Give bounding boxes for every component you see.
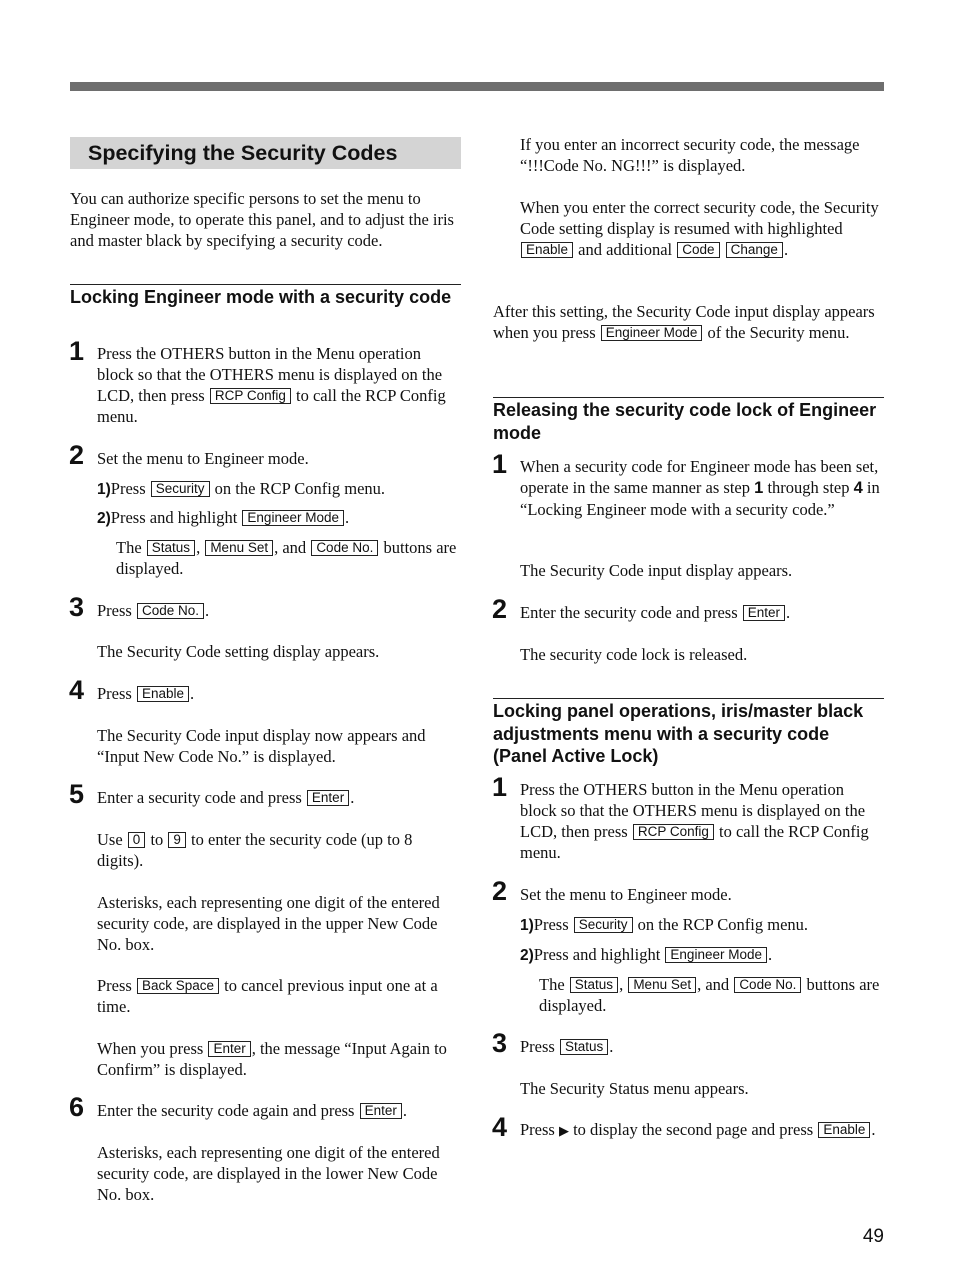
status-key: Status <box>560 1039 608 1055</box>
step-text: . <box>344 508 350 527</box>
step-text: Enter the security code again and press <box>97 1101 355 1120</box>
step-text: in “Locking Engineer mode with a security code.” <box>520 478 880 519</box>
step-number: 2 <box>492 594 508 624</box>
step-text: . <box>402 1101 408 1120</box>
step-text: , and <box>697 975 730 994</box>
step-2-text: Set the menu to Engineer mode. <box>97 449 309 468</box>
menu-set-key: Menu Set <box>205 540 273 556</box>
engineer-mode-key: Engineer Mode <box>665 947 767 963</box>
substep-number: 2) <box>97 510 111 527</box>
substep-number: 2) <box>520 947 534 964</box>
step-number: 1 <box>492 772 508 802</box>
substep-number: 1) <box>97 481 111 498</box>
step-text: to call the RCP Config menu. <box>520 822 869 862</box>
step-text: buttons are displayed. <box>539 975 880 1015</box>
heading-rule-3 <box>493 698 884 699</box>
step-text: to display the second page and press <box>573 1120 814 1139</box>
enter-key: Enter <box>307 790 349 806</box>
step-text: When you enter the correct security code, the Security Code setting display is resumed with highlighted <box>520 198 879 238</box>
step-ref: 4 <box>853 479 863 497</box>
step-text: to <box>150 830 164 849</box>
step-text: Enter a security code and press <box>97 788 302 807</box>
after-setting-note <box>493 301 884 343</box>
step-text: The <box>116 538 142 557</box>
step-text: After this setting, the Security Code input display appears when you press <box>493 302 875 342</box>
step-text: The <box>539 975 565 994</box>
step-text: Press and highlight <box>110 508 238 527</box>
step-text: . <box>190 684 195 703</box>
enable-key: Enable <box>137 686 189 702</box>
step-text: . <box>767 945 773 964</box>
step-6-asterisks: Asterisks, each representing one digit of the entered security code, are displayed in the lower New Code No. box. <box>97 1143 440 1204</box>
engineer-mode-key: Engineer Mode <box>242 510 344 526</box>
panel-step-3-result: The Security Status menu appears. <box>520 1079 749 1098</box>
release-step-2-result: The security code lock is released. <box>520 645 748 664</box>
step-5-text <box>97 787 461 808</box>
enter-key: Enter <box>360 1103 402 1119</box>
heading-panel-active-lock: Locking panel operations, iris/master black adjustments menu with a security code (Panel Active Lock) <box>493 701 864 766</box>
step-number: 1 <box>492 449 508 479</box>
step-text: . <box>783 240 789 259</box>
step-text: Press <box>97 684 132 703</box>
step-text: Use <box>97 830 123 849</box>
step-number: 2 <box>69 440 85 470</box>
zero-key: 0 <box>128 832 146 848</box>
nine-key: 9 <box>168 832 186 848</box>
step-text: , and <box>274 538 307 557</box>
substep-1 <box>97 478 461 500</box>
step-text: When a security code for Engineer mode has been set, operate in the same manner as step <box>520 457 879 497</box>
code-no-key: Code No. <box>734 977 801 993</box>
substep-2 <box>520 944 884 966</box>
release-step-1-text <box>520 456 884 520</box>
step-text: Press <box>520 1037 555 1056</box>
substep-1 <box>520 914 884 936</box>
step-number: 5 <box>69 779 85 809</box>
comma: , <box>619 975 624 994</box>
top-rule-bar <box>70 82 884 91</box>
incorrect-code-note: If you enter an incorrect security code, the message “!!!Code No. NG!!!” is displayed. <box>520 135 860 175</box>
security-key: Security <box>151 481 210 497</box>
step-5-backspace <box>97 975 461 1017</box>
substep-note <box>116 537 461 579</box>
step-text: . <box>786 603 791 622</box>
step-text: to enter the security code (up to 8 digits). <box>97 830 413 870</box>
step-number: 3 <box>492 1028 508 1058</box>
step-text: through step <box>767 478 850 497</box>
substep-note <box>539 974 884 1016</box>
step-number: 6 <box>69 1092 85 1122</box>
release-step-1-result: The Security Code input display appears. <box>520 561 793 580</box>
step-5-asterisks: Asterisks, each representing one digit of the entered security code, are displayed in the upper New Code No. box. <box>97 893 440 954</box>
step-text: and additional <box>578 240 673 259</box>
step-text: . <box>871 1120 876 1139</box>
panel-step-1-text <box>520 779 884 863</box>
step-text: on the RCP Config menu. <box>637 915 809 934</box>
status-key: Status <box>570 977 618 993</box>
panel-step-3-text <box>520 1036 884 1057</box>
code-no-key: Code No. <box>311 540 378 556</box>
step-text: Press <box>97 976 132 995</box>
enable-key: Enable <box>818 1122 870 1138</box>
step-text: buttons are displayed. <box>116 538 457 578</box>
panel-step-4-text <box>520 1119 884 1142</box>
step-text: . <box>609 1037 614 1056</box>
step-text: . <box>350 788 355 807</box>
step-text: Press <box>97 601 132 620</box>
enter-key: Enter <box>208 1041 250 1057</box>
step-text: Press <box>110 479 146 498</box>
step-text: Enter the security code and press <box>520 603 738 622</box>
correct-code-note <box>520 197 884 260</box>
release-step-2-text <box>520 602 884 623</box>
step-5-confirm <box>97 1038 461 1080</box>
intro-paragraph: You can authorize specific persons to set the menu to Engineer mode, to operate this panel, and to adjust the iris and master black by specifying a security code. <box>70 189 454 250</box>
right-arrow-icon: ▶ <box>558 1124 569 1139</box>
step-text: Press <box>520 1120 555 1139</box>
panel-step-2-text: Set the menu to Engineer mode. <box>520 885 732 904</box>
step-text: , the message “Input Again to Confirm” is displayed. <box>97 1039 447 1079</box>
section-title: Specifying the Security Codes <box>88 141 398 165</box>
back-space-key: Back Space <box>137 978 219 994</box>
step-text: Press the OTHERS button in the Menu operation block so that the OTHERS menu is displayed on the LCD, then press <box>520 780 866 841</box>
step-text: Press and highlight <box>533 945 661 964</box>
step-1-text <box>97 343 461 427</box>
step-text: . <box>205 601 210 620</box>
change-key: Change <box>726 242 783 258</box>
step-text: to cancel previous input one at a time. <box>97 976 438 1016</box>
step-text: of the Security menu. <box>707 323 850 342</box>
page-number: 49 <box>862 1226 884 1247</box>
code-no-key: Code No. <box>137 603 204 619</box>
step-text: to call the RCP Config menu. <box>97 386 446 426</box>
substep-number: 1) <box>520 917 534 934</box>
menu-set-key: Menu Set <box>628 977 696 993</box>
step-number: 2 <box>492 876 508 906</box>
enable-key: Enable <box>521 242 573 258</box>
step-5-use <box>97 829 461 871</box>
enter-key: Enter <box>743 605 785 621</box>
heading-rule-1 <box>70 284 461 285</box>
step-text: on the RCP Config menu. <box>214 479 386 498</box>
step-number: 4 <box>492 1112 508 1142</box>
heading-releasing-lock: Releasing the security code lock of Engineer mode <box>493 400 877 443</box>
step-4-result: The Security Code input display now appears and “Input New Code No.” is displayed. <box>97 726 426 766</box>
step-ref: 1 <box>754 479 764 497</box>
security-key: Security <box>574 917 633 933</box>
status-key: Status <box>147 540 195 556</box>
step-4-text <box>97 683 461 704</box>
code-key: Code <box>677 242 719 258</box>
step-number: 1 <box>69 336 85 366</box>
step-text: Press the OTHERS button in the Menu operation block so that the OTHERS menu is displayed on the LCD, then press <box>97 344 443 405</box>
step-3-text <box>97 600 461 621</box>
step-3-result: The Security Code setting display appears. <box>97 642 380 661</box>
section-title-box <box>70 137 461 169</box>
engineer-mode-key: Engineer Mode <box>601 325 703 341</box>
step-number: 3 <box>69 592 85 622</box>
comma: , <box>196 538 201 557</box>
step-6-text <box>97 1100 461 1121</box>
substep-2 <box>97 507 461 529</box>
heading-locking-engineer: Locking Engineer mode with a security code <box>70 287 452 307</box>
rcp-config-key: RCP Config <box>633 824 714 840</box>
step-number: 4 <box>69 675 85 705</box>
heading-rule-2 <box>493 397 884 398</box>
rcp-config-key: RCP Config <box>210 388 291 404</box>
step-text: When you press <box>97 1039 204 1058</box>
step-text: Press <box>533 915 569 934</box>
